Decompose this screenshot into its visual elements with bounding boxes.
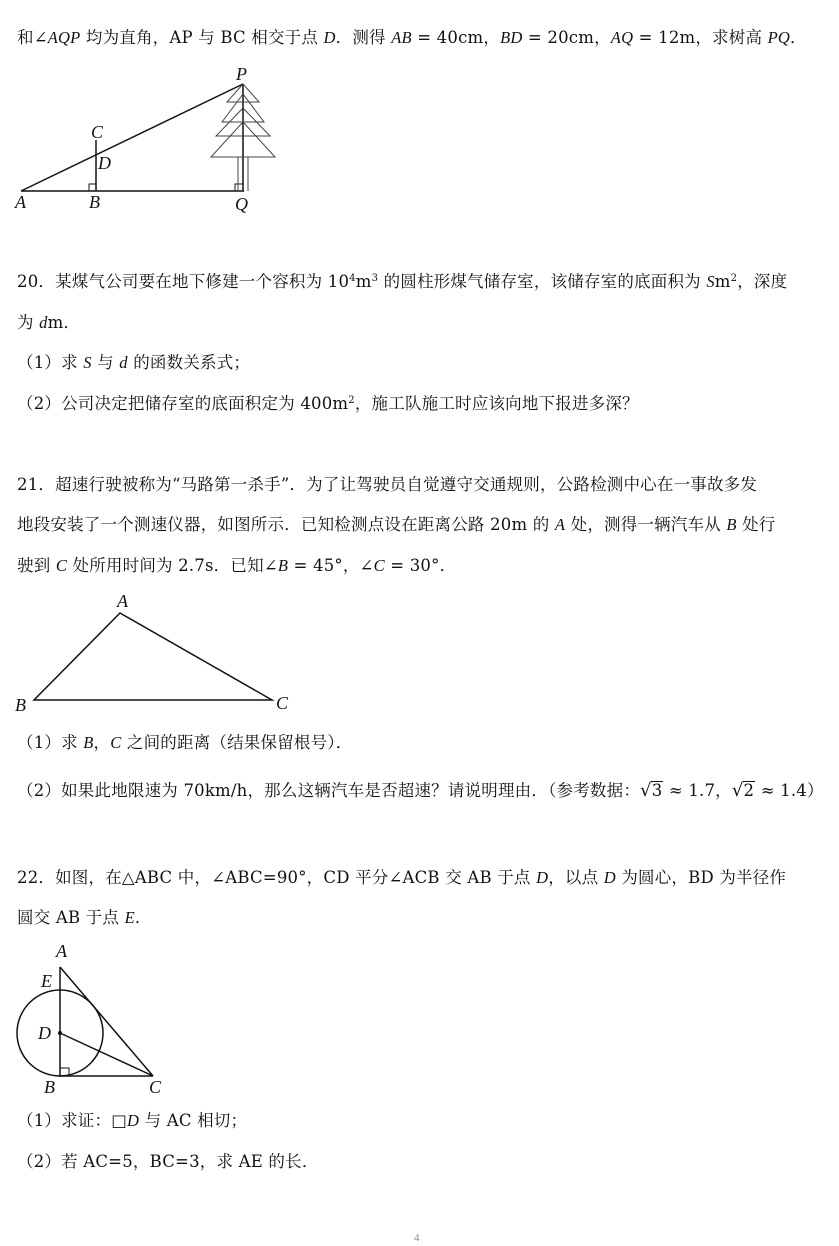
label-d: D xyxy=(38,1023,51,1043)
label-q: Q xyxy=(235,194,248,214)
label-b: B xyxy=(44,1077,55,1097)
label-a: A xyxy=(56,941,67,961)
q21-subquestion-2: （2）如果此地限速为 70km/h，那么这辆汽车是否超速？请说明理由．（参考数据：√3 ≈ 1.7，√2 ≈ 1.4） xyxy=(17,780,824,801)
q20-text-line-1: 20．某煤气公司要在地下修建一个容积为 $10^4m^3$ 的圆柱形煤气储存室，该储存室的底面积为 Sm$^2$，深度 xyxy=(17,272,788,291)
label-a: A xyxy=(117,591,128,611)
q22-subquestion-2: （2）若 AC=5，BC=3，求 AE 的长． xyxy=(17,1152,319,1171)
label-a: A xyxy=(15,192,26,212)
sqrt-icon: √ xyxy=(640,780,652,801)
label-e: E xyxy=(41,971,52,991)
q22-subquestion-1: （1）求证：□D 与 AC 相切； xyxy=(17,1111,248,1130)
q21-text-line-1: 21．超速行驶被称为“马路第一杀手”．为了让驾驶员自觉遵守交通规则，公路检测中心在一事故多发 xyxy=(17,475,758,494)
label-b: B xyxy=(89,192,100,212)
sqrt-icon: √ xyxy=(731,780,744,801)
q21-text-line-2: 地段安装了一个测速仪器，如图所示．已知检测点设在距离公路 20m 的 A 处，测得一辆汽车从 B 处行 xyxy=(17,515,776,534)
q20-text-line-2: 为 dm． xyxy=(17,313,81,332)
q22-text-line-1: 22．如图，在△ABC 中，∠ABC=90°，CD 平分∠ACB 交 AB 于点 D，以点 D 为圆心，BD 为半径作 xyxy=(17,868,787,887)
label-d: D xyxy=(98,153,111,173)
q21-triangle-figure xyxy=(0,585,320,720)
q22-text-line-2: 圆交 AB 于点 E． xyxy=(17,908,152,927)
q20-subquestion-2: （2）公司决定把储存室的底面积定为 $400m^2$，施工队施工时应该向地下报进多深？ xyxy=(17,394,639,413)
page-number: 4 xyxy=(414,1232,420,1244)
circle-symbol-icon: □ xyxy=(111,1111,127,1130)
q22-circle-triangle-figure xyxy=(0,935,200,1105)
label-c: C xyxy=(91,122,104,142)
q21-text-line-3: 驶到 C 处所用时间为 2.7s．已知∠B = 45°，∠C = 30°． xyxy=(17,556,457,575)
q19-text-line: 和∠AQP 均为直角，AP 与 BC 相交于点 D．测得 AB = 40cm，BD = 20cm，AQ = 12m，求树高 PQ． xyxy=(17,28,807,47)
label-c: C xyxy=(276,693,289,713)
label-b: B xyxy=(15,695,26,715)
label-p: P xyxy=(236,64,247,84)
q21-subquestion-1: （1）求 B，C 之间的距离（结果保留根号）． xyxy=(17,733,353,752)
q19-tree-figure xyxy=(0,60,300,220)
label-c: C xyxy=(149,1077,162,1097)
q20-subquestion-1: （1）求 S 与 d 的函数关系式； xyxy=(17,353,251,372)
line-ap xyxy=(21,84,243,191)
